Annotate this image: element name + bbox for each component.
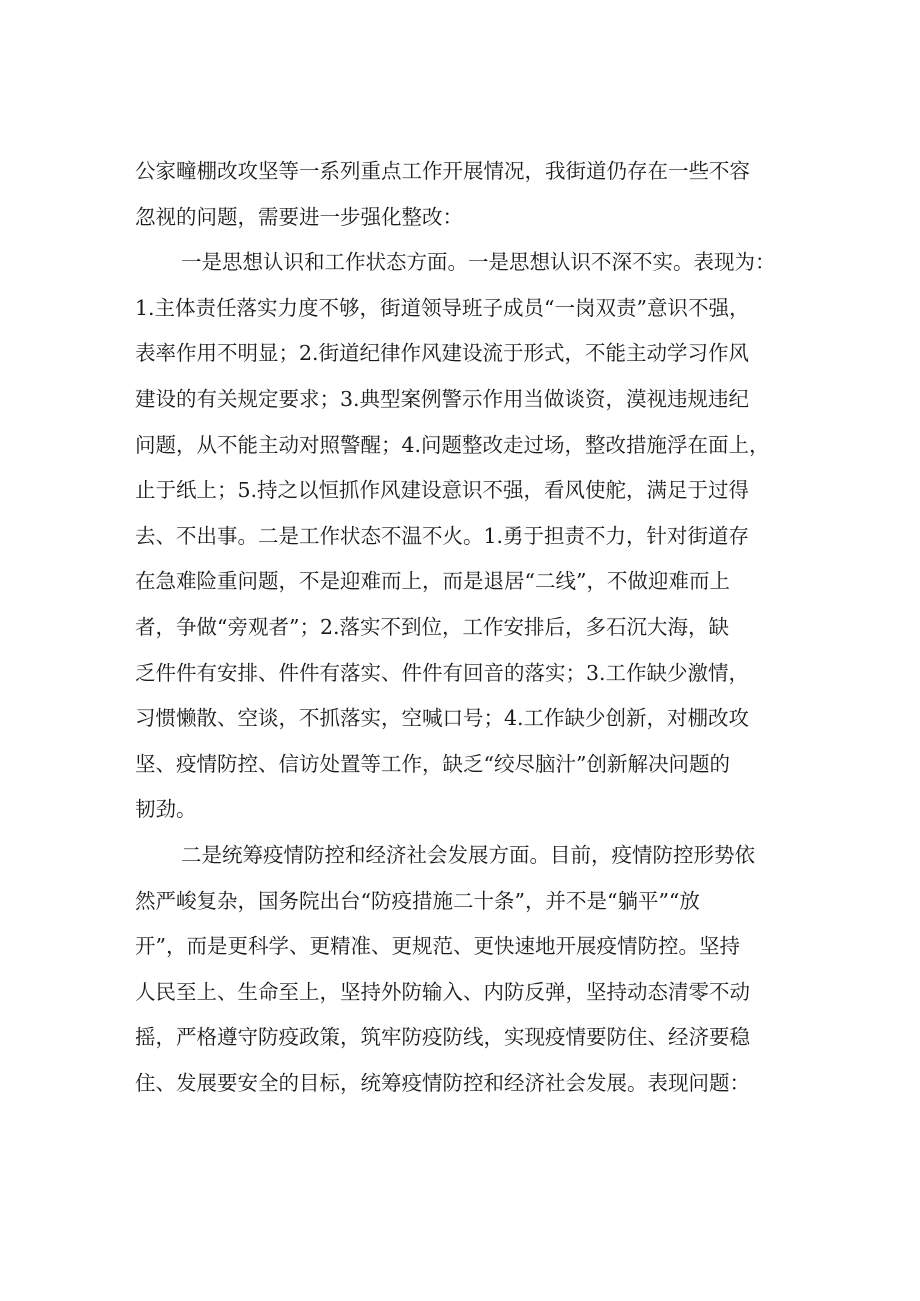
text-line: 乏件件有安排、件件有落实、件件有回音的落实；3.工作缺少激情，: [135, 660, 750, 685]
text-line: 公家疃棚改攻坚等一系列重点工作开展情况，我街道仍存在一些不容: [135, 159, 750, 183]
text-line: 者，争做“旁观者”；2.落实不到位，工作安排后，多石沉大海，缺: [135, 614, 730, 639]
text-line: 表率作用不明显；2.街道纪律作风建设流于形式，不能主动学习作风: [135, 341, 750, 366]
text-line: 在急难险重问题，不是迎难而上，而是退居“二线”，不做迎难而上: [135, 569, 730, 594]
text-line: 开”，而是更科学、更精准、更规范、更快速地开展疫情防控。坚持: [135, 934, 740, 959]
text-line: 建设的有关规定要求；3.典型案例警示作用当做谈资，漠视违规违纪: [135, 386, 750, 411]
text-line: 摇，严格遵守防疫政策，筑牢防疫防线，实现疫情要防住、经济要稳: [135, 1025, 750, 1050]
paragraph-start-line: 一是思想认识和工作状态方面。一是思想认识不深不实。表现为：: [181, 250, 776, 275]
paragraph-start-line: 二是统筹疫情防控和经济社会发展方面。目前，疫情防控形势依: [181, 842, 755, 867]
text-line: 住、发展要安全的目标，统筹疫情防控和经济社会发展。表现问题：: [135, 1070, 750, 1095]
text-line: 然严峻复杂，国务院出台“防疫措施二十条”，并不是“躺平”“放: [135, 888, 700, 913]
text-line: 习惯懒散、空谈，不抓落实，空喊口号；4.工作缺少创新，对棚改攻: [135, 706, 750, 731]
text-line: 忽视的问题，需要进一步强化整改：: [135, 204, 463, 229]
text-line: 坚、疫情防控、信访处置等工作，缺乏“绞尽脑汁”创新解决问题的: [135, 751, 730, 776]
text-line: 止于纸上；5.持之以恒抓作风建设意识不强，看风使舵，满足于过得: [135, 478, 750, 503]
text-line: 问题，从不能主动对照警醒；4.问题整改走过场，整改措施浮在面上，: [135, 432, 770, 457]
text-line: 人民至上、生命至上，坚持外防输入、内防反弹，坚持动态清零不动: [135, 979, 750, 1004]
text-line: 韧劲。: [135, 797, 197, 822]
body-text: [135, 149, 795, 1106]
text-line: 1.主体责任落实力度不够，街道领导班子成员“一岗双责”意识不强，: [135, 295, 750, 320]
text-line: 去、不出事。二是工作状态不温不火。1.勇于担责不力，针对街道存: [135, 523, 750, 548]
